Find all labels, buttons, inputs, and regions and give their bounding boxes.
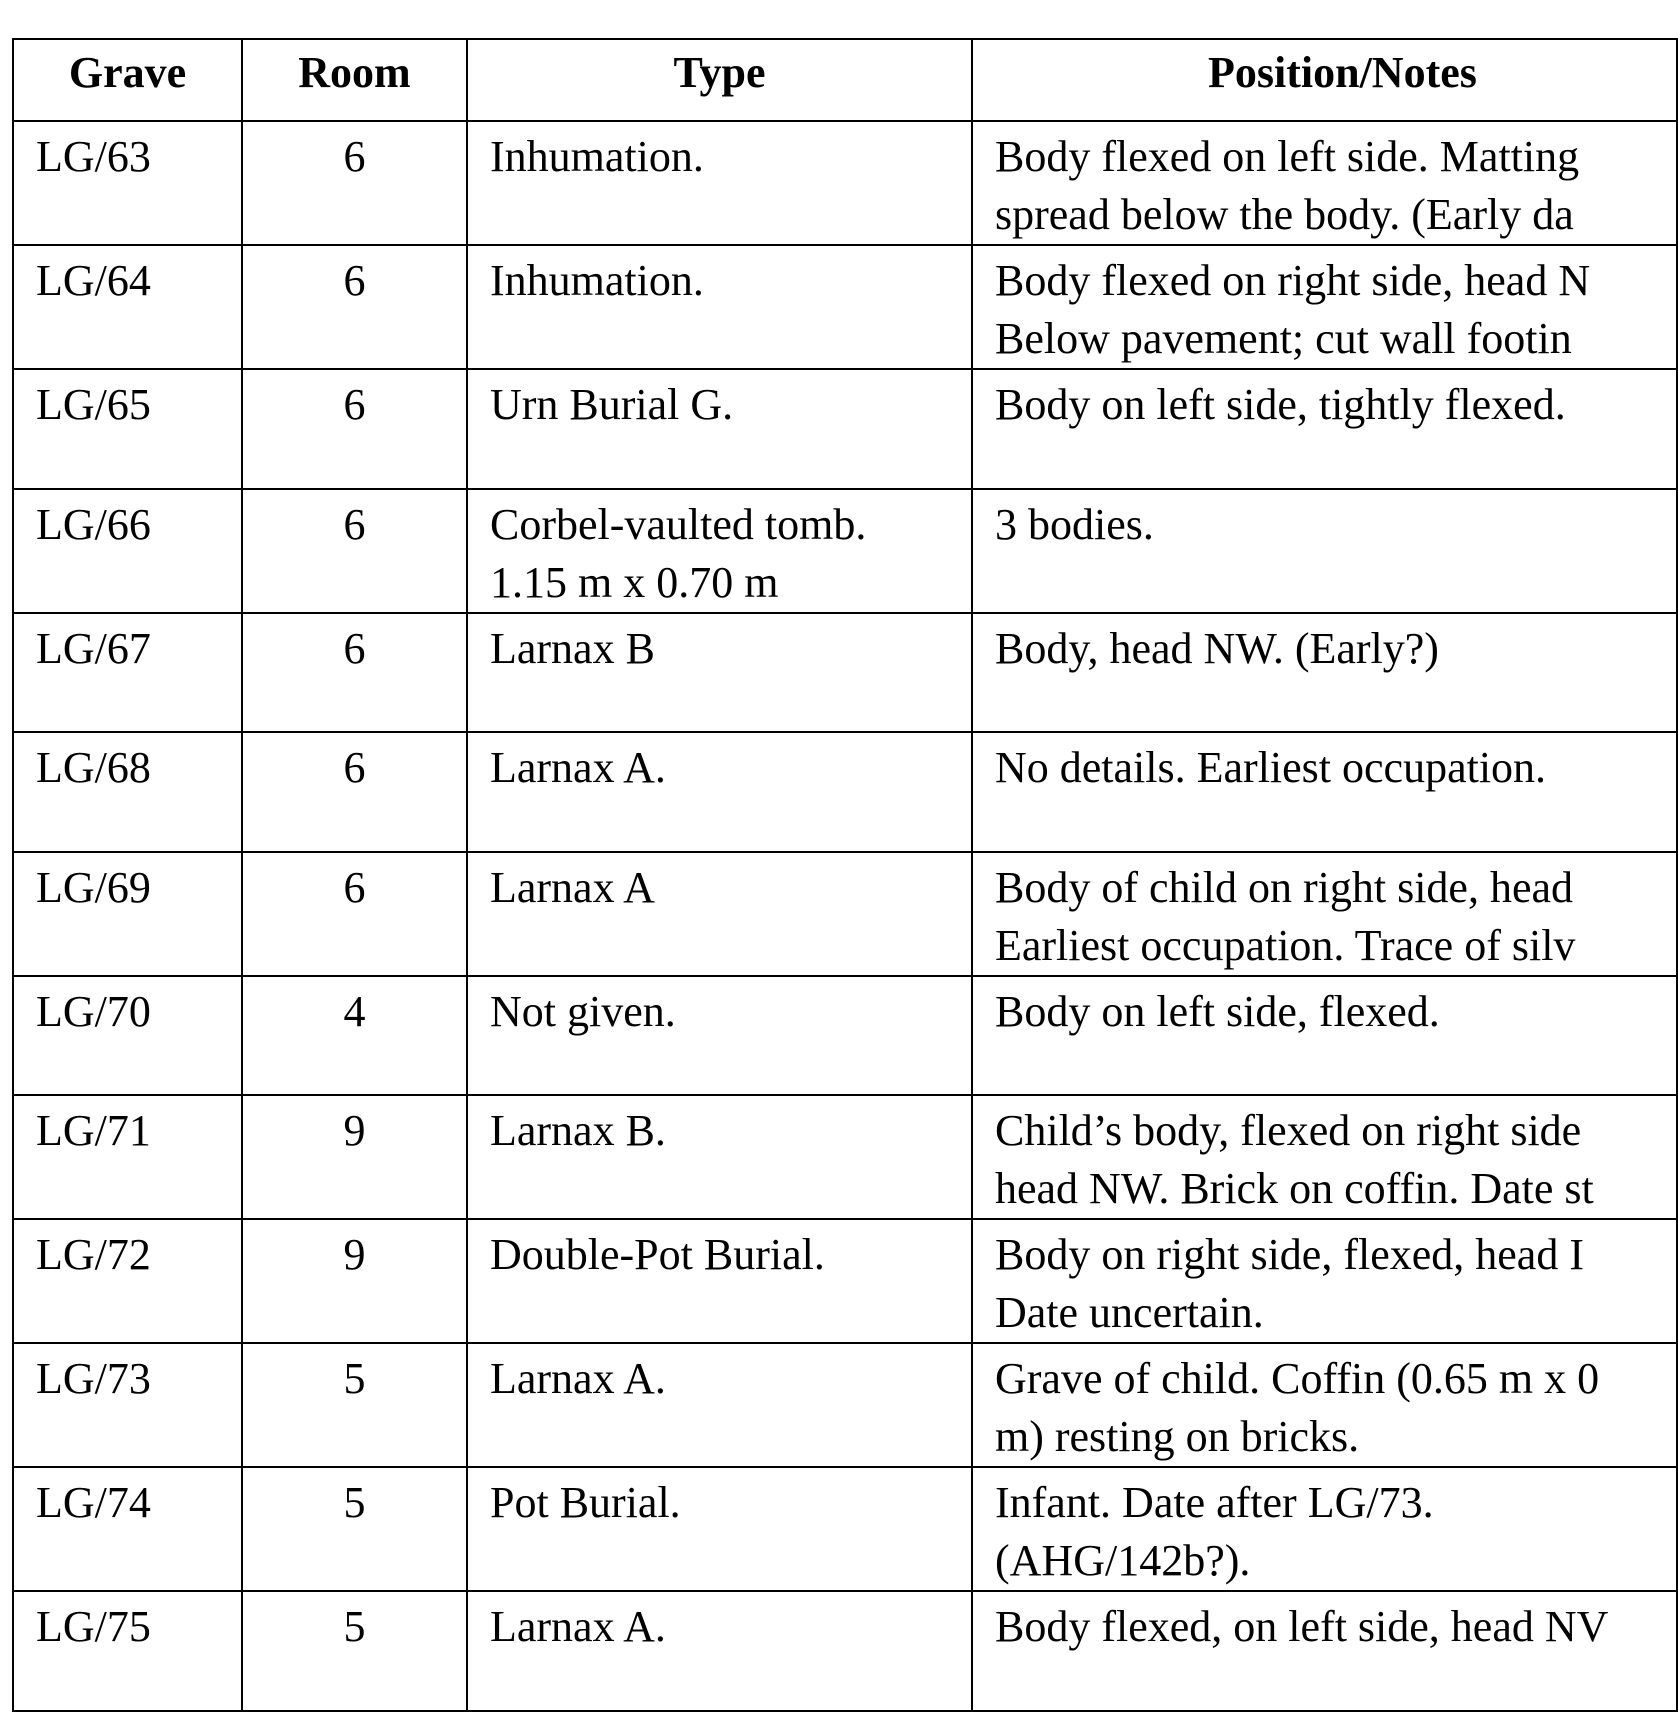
notes-line: (AHG/142b?).: [995, 1536, 1251, 1585]
notes-line: head NW. Brick on coffin. Date st: [995, 1164, 1594, 1213]
header-room: Room: [242, 39, 467, 121]
room-cell: 6: [242, 245, 467, 369]
type-cell: [467, 1343, 972, 1467]
table-row: [13, 976, 1677, 1096]
notes-cell: [972, 121, 1677, 245]
table-row: [13, 1343, 1677, 1467]
type-line: Inhumation.: [490, 132, 704, 181]
type-cell: [467, 489, 972, 613]
notes-line: Infant. Date after LG/73.: [995, 1478, 1434, 1527]
header-type: Type: [467, 39, 972, 121]
room-cell: 5: [242, 1467, 467, 1591]
type-cell: [467, 613, 972, 733]
notes-line: Body on left side, tightly flexed.: [995, 380, 1566, 429]
type-line: Larnax A: [490, 862, 655, 912]
table-row: [13, 121, 1677, 245]
room-cell: 6: [242, 489, 467, 613]
notes-cell: [972, 245, 1677, 369]
type-line: Pot Burial.: [490, 1478, 681, 1527]
room-cell: 6: [242, 121, 467, 245]
grave-cell: LG/65: [13, 369, 242, 489]
type-cell: [467, 1095, 972, 1219]
type-line: Not given.: [490, 986, 676, 1036]
type-line: Corbel-vaulted tomb.: [490, 499, 867, 549]
room-cell: 4: [242, 976, 467, 1096]
type-line: Larnax B: [490, 623, 655, 673]
notes-cell: [972, 1343, 1677, 1467]
type-line: Larnax B.: [490, 1106, 666, 1155]
notes-line: spread below the body. (Early da: [995, 190, 1574, 239]
grave-cell: LG/67: [13, 613, 242, 733]
room-cell: 9: [242, 1219, 467, 1343]
notes-cell: [972, 1591, 1677, 1711]
grave-cell: LG/64: [13, 245, 242, 369]
notes-line: 3 bodies.: [995, 499, 1154, 549]
type-line: Urn Burial G.: [490, 380, 734, 429]
notes-line: Body flexed on right side, head N: [995, 256, 1591, 305]
notes-line: Body on right side, flexed, head I: [995, 1230, 1584, 1279]
grave-cell: LG/75: [13, 1591, 242, 1711]
grave-cell: LG/72: [13, 1219, 242, 1343]
grave-cell: LG/74: [13, 1467, 242, 1591]
grave-cell: LG/71: [13, 1095, 242, 1219]
table-row: [13, 732, 1677, 852]
table-row: [13, 852, 1677, 976]
graves-table: [12, 38, 1678, 1712]
table-row: [13, 489, 1677, 613]
header-row: [13, 39, 1677, 121]
notes-cell: [972, 732, 1677, 852]
room-cell: 6: [242, 613, 467, 733]
table-row: [13, 1095, 1677, 1219]
notes-cell: [972, 369, 1677, 489]
room-cell: 6: [242, 369, 467, 489]
notes-cell: [972, 1095, 1677, 1219]
notes-line: Date uncertain.: [995, 1288, 1264, 1337]
room-cell: 6: [242, 852, 467, 976]
room-cell: 5: [242, 1591, 467, 1711]
table-row: [13, 1219, 1677, 1343]
type-cell: [467, 1467, 972, 1591]
table-row: [13, 369, 1677, 489]
notes-line: Body of child on right side, head: [995, 862, 1574, 912]
notes-cell: [972, 976, 1677, 1096]
notes-cell: [972, 852, 1677, 976]
type-line: Inhumation.: [490, 256, 704, 305]
type-cell: [467, 121, 972, 245]
type-cell: [467, 245, 972, 369]
notes-line: Body on left side, flexed.: [995, 986, 1440, 1036]
type-line: Larnax A.: [490, 743, 666, 792]
type-line: Double-Pot Burial.: [490, 1230, 825, 1279]
type-cell: [467, 852, 972, 976]
notes-cell: [972, 1467, 1677, 1591]
notes-line: Body flexed on left side. Matting: [995, 132, 1580, 181]
table-row: [13, 245, 1677, 369]
table-row: [13, 1467, 1677, 1591]
notes-cell: [972, 613, 1677, 733]
grave-cell: LG/70: [13, 976, 242, 1096]
grave-cell: LG/73: [13, 1343, 242, 1467]
type-cell: [467, 1591, 972, 1711]
type-line: Larnax A.: [490, 1354, 666, 1403]
notes-line: Earliest occupation. Trace of silv: [995, 920, 1576, 970]
grave-cell: LG/66: [13, 489, 242, 613]
grave-cell: LG/68: [13, 732, 242, 852]
grave-cell: LG/63: [13, 121, 242, 245]
type-cell: [467, 732, 972, 852]
type-cell: [467, 1219, 972, 1343]
room-cell: 5: [242, 1343, 467, 1467]
room-cell: 9: [242, 1095, 467, 1219]
table-row: [13, 1591, 1677, 1711]
header-grave: Grave: [13, 39, 242, 121]
notes-line: Below pavement; cut wall footin: [995, 314, 1572, 363]
notes-line: m) resting on bricks.: [995, 1412, 1360, 1461]
notes-line: No details. Earliest occupation.: [995, 743, 1547, 792]
notes-cell: [972, 1219, 1677, 1343]
table-row: [13, 613, 1677, 733]
notes-line: Body, head NW. (Early?): [995, 623, 1439, 673]
header-notes: Position/Notes: [972, 39, 1677, 121]
type-cell: [467, 976, 972, 1096]
notes-line: Child’s body, flexed on right side: [995, 1106, 1582, 1155]
type-cell: [467, 369, 972, 489]
type-line: Larnax A.: [490, 1602, 666, 1651]
room-cell: 6: [242, 732, 467, 852]
notes-line: Body flexed, on left side, head NV: [995, 1602, 1609, 1651]
notes-cell: [972, 489, 1677, 613]
type-line: 1.15 m x 0.70 m: [490, 557, 779, 607]
notes-line: Grave of child. Coffin (0.65 m x 0: [995, 1354, 1600, 1403]
grave-cell: LG/69: [13, 852, 242, 976]
